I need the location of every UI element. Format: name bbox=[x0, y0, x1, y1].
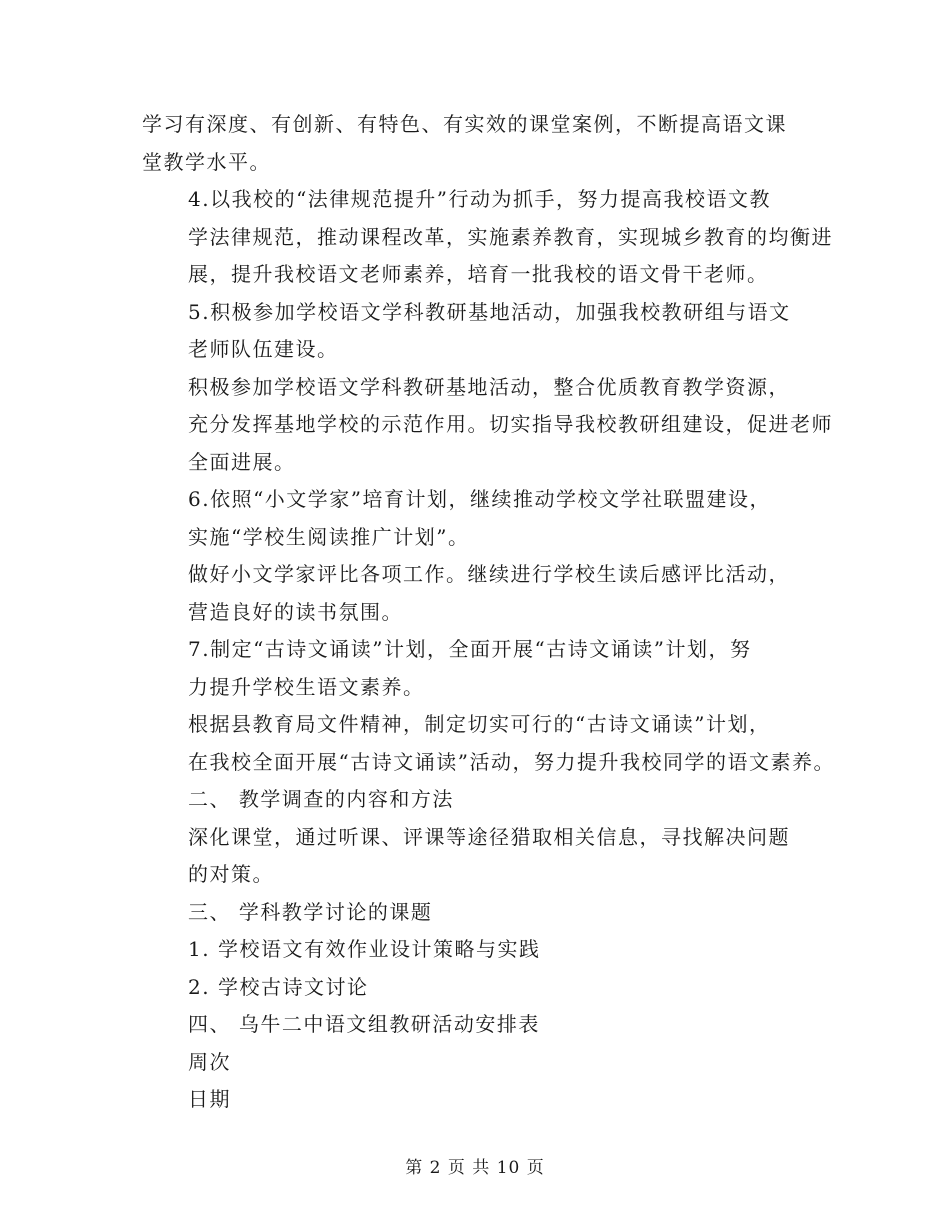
text-line: 7.制定“古诗文诵读”计划，全面开展“古诗文诵读”计划，努 bbox=[188, 637, 752, 661]
paragraph bbox=[142, 781, 822, 819]
paragraph bbox=[142, 931, 822, 969]
paragraph bbox=[142, 631, 822, 706]
text-line: 日期 bbox=[188, 1087, 231, 1111]
text-line: 实施“学校生阅读推广计划”。 bbox=[188, 524, 470, 549]
text-line: 2. 学校古诗文讨论 bbox=[188, 974, 369, 999]
text-line: 全面进展。 bbox=[188, 449, 296, 474]
paragraph bbox=[142, 369, 833, 482]
text-line: 6.依照“小文学家”培育计划，继续推动学校文学社联盟建设， bbox=[188, 487, 772, 511]
paragraph bbox=[142, 181, 833, 294]
text-line: 4.以我校的“法律规范提升”行动为抓手，努力提高我校语文教 bbox=[188, 187, 772, 211]
paragraph bbox=[142, 706, 835, 781]
text-line: 三、 学科教学讨论的课题 bbox=[188, 899, 433, 924]
paragraph bbox=[142, 1081, 822, 1119]
text-line: 力提升学校生语文素养。 bbox=[188, 674, 425, 699]
text-line: 四、 乌牛二中语文组教研活动安排表 bbox=[188, 1012, 540, 1036]
text-line: 学习有深度、有创新、有特色、有实效的课堂案例，不断提高语文课 bbox=[142, 112, 787, 136]
paragraph bbox=[142, 1006, 822, 1044]
text-line: 根据县教育局文件精神，制定切实可行的“古诗文诵读”计划， bbox=[188, 712, 771, 736]
paragraph bbox=[142, 106, 822, 181]
paragraph bbox=[142, 294, 822, 369]
text-line: 5.积极参加学校语文学科教研基地活动，加强我校教研组与语文 bbox=[188, 299, 791, 324]
paragraph bbox=[142, 969, 822, 1007]
paragraph bbox=[142, 556, 822, 631]
text-line: 学法律规范，推动课程改革，实施素养教育，实现城乡教育的均衡进 bbox=[188, 224, 833, 249]
text-line: 的对策。 bbox=[188, 862, 274, 886]
paragraph bbox=[142, 1044, 822, 1082]
document-body bbox=[142, 106, 835, 1119]
text-line: 周次 bbox=[188, 1049, 231, 1074]
text-line: 做好小文学家评比各项工作。继续进行学校生读后感评比活动， bbox=[188, 562, 790, 586]
page-footer: 第 2 页 共 10 页 bbox=[405, 1158, 545, 1178]
paragraph bbox=[142, 894, 822, 932]
text-line: 充分发挥基地学校的示范作用。切实指导我校教研组建设，促进老师 bbox=[188, 412, 833, 436]
text-line: 1. 学校语文有效作业设计策略与实践 bbox=[188, 937, 541, 961]
text-line: 积极参加学校语文学科教研基地活动，整合优质教育教学资源， bbox=[188, 374, 790, 399]
paragraph bbox=[142, 481, 822, 556]
text-line: 营造良好的读书氛围。 bbox=[188, 599, 403, 624]
text-line: 堂教学水平。 bbox=[142, 149, 271, 174]
text-line: 二、 教学调查的内容和方法 bbox=[188, 787, 454, 811]
text-line: 深化课堂，通过听课、评课等途径猎取相关信息，寻找解决问题 bbox=[188, 824, 790, 849]
text-line: 老师队伍建设。 bbox=[188, 337, 339, 361]
text-line: 展，提升我校语文老师素养，培育一批我校的语文骨干老师。 bbox=[188, 262, 769, 286]
text-line: 在我校全面开展“古诗文诵读”活动，努力提升我校同学的语文素养。 bbox=[188, 749, 835, 774]
paragraph bbox=[142, 819, 822, 894]
